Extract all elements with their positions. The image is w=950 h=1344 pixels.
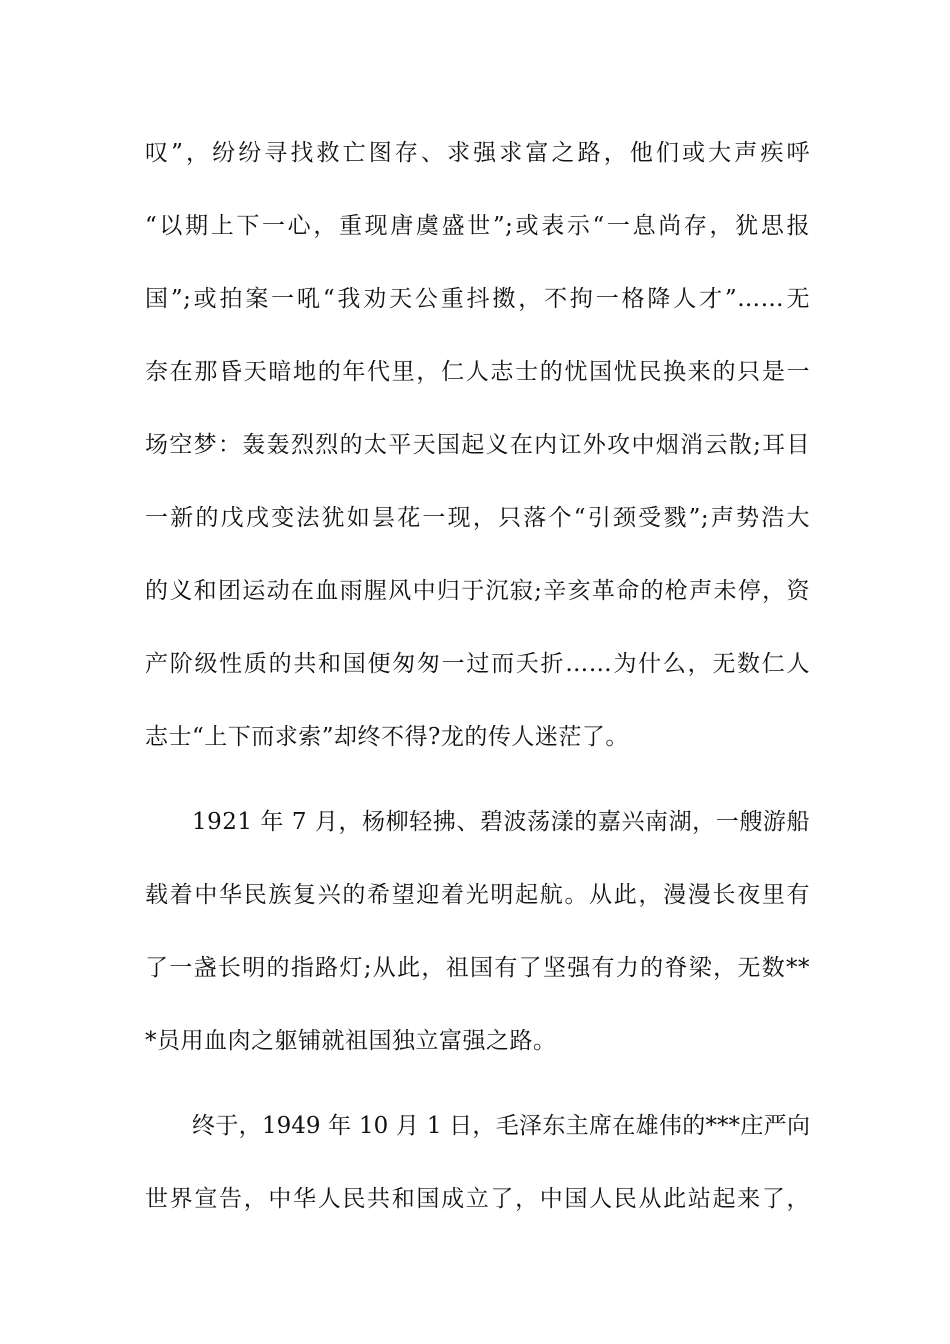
paragraph-2-line-1: 1921 年 7 月，杨柳轻拂、碧波荡漾的嘉兴南湖，一艘游船	[192, 809, 810, 835]
paragraph-1-line-3: 国”;或拍案一吼“我劝天公重抖擞，不拘一格降人才”……无	[145, 286, 810, 312]
paragraph-2-line-2: 载着中华民族复兴的希望迎着光明起航。从此，漫漫长夜里有	[145, 882, 810, 908]
paragraph-2-line-4: *员用血肉之躯铺就祖国独立富强之路。	[145, 1028, 557, 1054]
paragraph-1-line-5: 场空梦：轰轰烈烈的太平天国起义在内讧外攻中烟消云散;耳目	[145, 432, 810, 458]
paragraph-1-line-7: 的义和团运动在血雨腥风中归于沉寂;辛亥革命的枪声未停，资	[145, 578, 810, 604]
paragraph-1-line-2: “以期上下一心，重现唐虞盛世”;或表示“一息尚存，犹思报	[145, 213, 810, 239]
paragraph-1-line-4: 奈在那昏天暗地的年代里，仁人志士的忧国忧民换来的只是一	[145, 359, 810, 385]
paragraph-1-line-6: 一新的戊戌变法犹如昙花一现，只落个“引颈受戮”;声势浩大	[145, 505, 810, 531]
paragraph-1-line-8: 产阶级性质的共和国便匆匆一过而夭折……为什么，无数仁人	[145, 651, 810, 677]
paragraph-3-line-1: 终于，1949 年 10 月 1 日，毛泽东主席在雄伟的***庄严向	[192, 1113, 810, 1139]
paragraph-3-line-2: 世界宣告，中华人民共和国成立了，中国人民从此站起来了，	[145, 1186, 810, 1212]
paragraph-1-line-1: 叹”，纷纷寻找救亡图存、求强求富之路，他们或大声疾呼	[145, 140, 810, 166]
paragraph-1-line-9: 志士“上下而求索”却终不得?龙的传人迷茫了。	[145, 724, 629, 750]
paragraph-2-line-3: 了一盏长明的指路灯;从此，祖国有了坚强有力的脊梁，无数**	[145, 955, 810, 981]
